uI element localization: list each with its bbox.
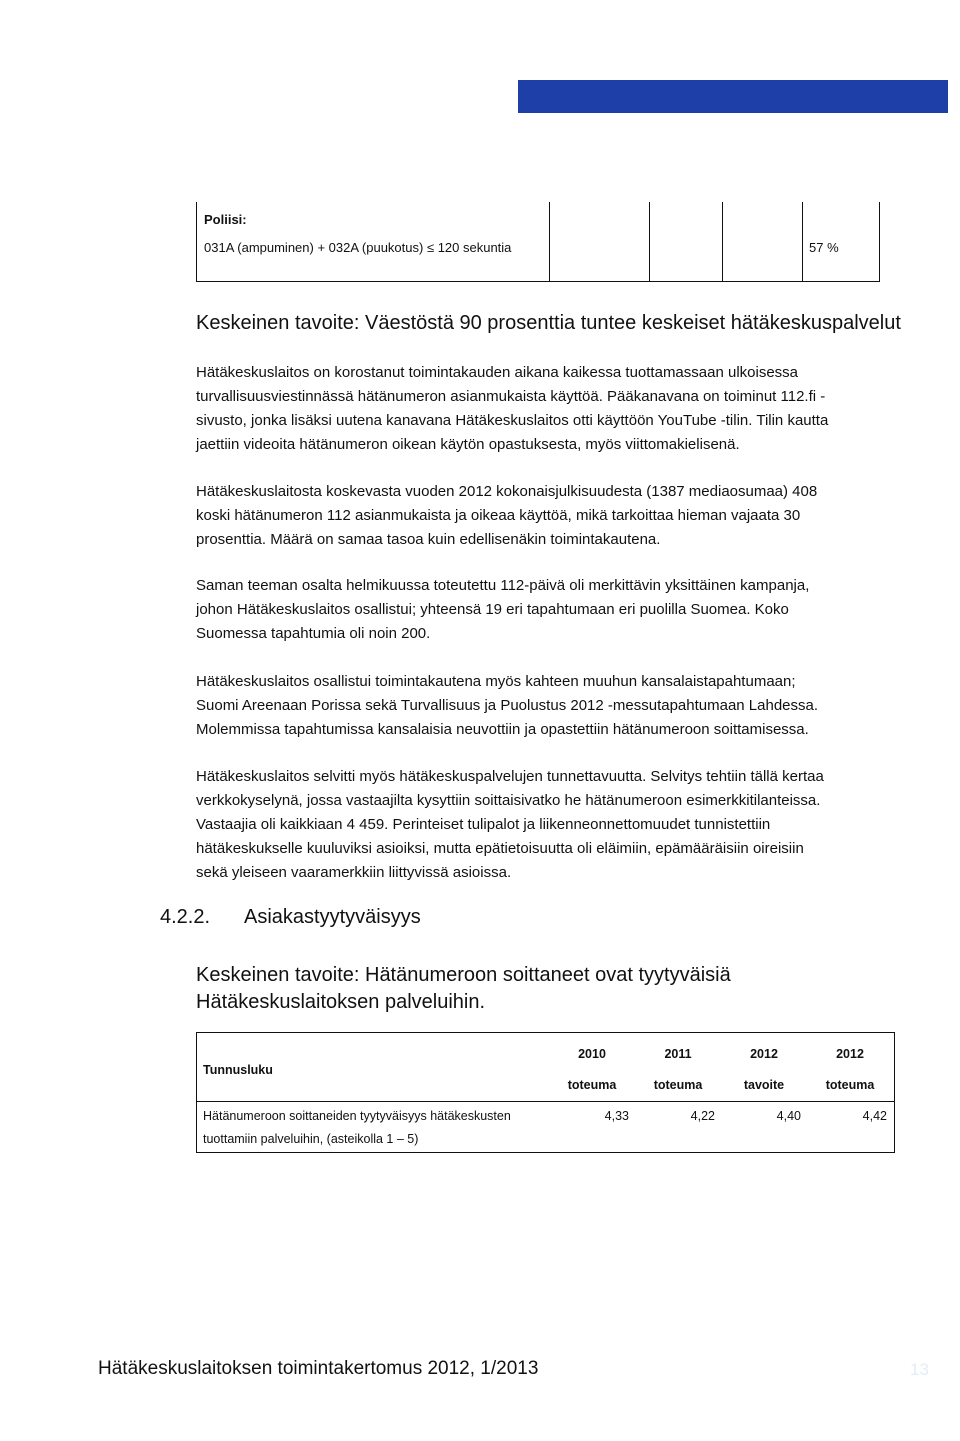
column-year: 2012 (836, 1047, 864, 1061)
row-label-line2: tuottamiin palveluihin, (asteikolla 1 – 5) (203, 1132, 419, 1146)
goal-heading-satisfaction (196, 962, 731, 1016)
table-divider (549, 202, 550, 281)
police-response-table (196, 202, 880, 282)
paragraph-line: sekä yleiseen vaaramerkkiin liittyvissä asioissa. (196, 864, 512, 881)
paragraph-line: Hätäkeskuslaitos selvitti myös hätäkeskuspalvelujen tunnettavuutta. Selvitys tehtiin tällä kertaa (196, 768, 824, 785)
column-kind: toteuma (653, 1078, 703, 1092)
paragraph-line: Hätäkeskuslaitosta koskevasta vuoden 2012 kokonaisjulkisuudesta (1387 mediaosumaa) 408 (196, 483, 818, 500)
paragraph-line: prosenttia. Määrä on samaa tasoa kuin edellisenäkin toimintakautena. (196, 531, 661, 548)
paragraph-5 (196, 765, 916, 885)
value-2011-toteuma: 4,22 (690, 1109, 715, 1123)
table-divider (802, 202, 803, 281)
value-2012-toteuma: 4,42 (862, 1109, 887, 1123)
paragraph-4 (196, 670, 916, 742)
paragraph-line: Saman teeman osalta helmikuussa toteutettu 112-päivä oli merkittävin yksittäinen kampanja, (196, 577, 810, 594)
row-label-line1: Hätänumeroon soittaneiden tyytyväisyys hätäkeskusten (203, 1109, 511, 1123)
paragraph-line: verkkokyselynä, jossa vastaajilta kysyttiin soittaisivatko he hätänumeroon esimerkkitilanteissa. (196, 792, 821, 809)
paragraph-line: turvallisuusviestinnässä hätänumeron asianmukaista käyttöä. Pääkanavana on toiminut 112.fi - (196, 388, 826, 405)
goal-line: Keskeinen tavoite: Hätänumeroon soittaneet ovat tyytyväisiä (196, 964, 731, 986)
table-header-label: Tunnusluku (203, 1063, 273, 1077)
satisfaction-metric-table (196, 1032, 895, 1153)
table-header-separator (197, 1101, 894, 1102)
paragraph-line: Hätäkeskuslaitos osallistui toimintakautena myös kahteen muuhun kansalaistapahtumaan; (196, 673, 796, 690)
page-number: 13 (910, 1360, 929, 1379)
paragraph-line: Vastaajia oli kaikkiaan 4 459. Perinteiset tulipalot ja liikenneonnettomuudet tunnistettiin (196, 816, 771, 833)
paragraph-1 (196, 361, 916, 457)
paragraph-3 (196, 574, 916, 646)
paragraph-line: Suomi Areenaan Porissa sekä Turvallisuus ja Puolustus 2012 -messutapahtumaan Lahdessa. (196, 697, 819, 714)
goal-line: Hätäkeskuslaitoksen palveluihin. (196, 991, 486, 1013)
paragraph-line: koski hätänumeron 112 asianmukaista ja oikeaa käyttöä, mikä tarkoittaa hieman vajaata 30 (196, 507, 801, 524)
column-year: 2011 (664, 1047, 692, 1061)
goal-heading-awareness: Keskeinen tavoite: Väestöstä 90 prosenttia tuntee keskeiset hätäkeskuspalvelut (196, 312, 901, 334)
column-kind: toteuma (567, 1078, 617, 1092)
section-title: Asiakastyytyväisyys (244, 906, 421, 928)
table-divider (649, 202, 650, 281)
header-color-bar (518, 80, 948, 113)
police-table-title: Poliisi: (204, 212, 247, 227)
paragraph-line: Suomessa tapahtumia oli noin 200. (196, 625, 431, 642)
police-table-row-label: 031A (ampuminen) + 032A (puukotus) ≤ 120 sekuntia (204, 240, 512, 255)
column-year: 2010 (578, 1047, 606, 1061)
police-table-value: 57 % (809, 240, 839, 255)
paragraph-line: sivusto, jonka lisäksi uutena kanavana Hätäkeskuslaitos otti käyttöön YouTube -tilin. Tilin kautta (196, 412, 829, 429)
section-number: 4.2.2. (160, 906, 211, 928)
paragraph-line: Hätäkeskuslaitos on korostanut toimintakauden aikana kaikessa tuottamassaan ulkoisessa (196, 364, 799, 381)
column-kind: toteuma (825, 1078, 875, 1092)
column-year: 2012 (750, 1047, 778, 1061)
paragraph-line: hätäkeskukselle kuuluviksi asioiksi, mutta epätietoisuutta oli eläimiin, epämääräisiin oireisiin (196, 840, 804, 857)
column-kind: tavoite (743, 1078, 785, 1092)
footer-title: Hätäkeskuslaitoksen toimintakertomus 2012, 1/2013 (98, 1358, 539, 1379)
paragraph-line: jaettiin videoita hätänumeron oikean käytön opastuksesta, myös viittomakielisenä. (196, 436, 740, 453)
value-2010-toteuma: 4,33 (604, 1109, 629, 1123)
paragraph-line: johon Hätäkeskuslaitos osallistui; yhteensä 19 eri tapahtumaan eri puolilla Suomea. Koko (196, 601, 789, 618)
paragraph-2 (196, 480, 916, 552)
table-divider (722, 202, 723, 281)
paragraph-line: Molemmissa tapahtumissa kansalaisia neuvottiin ja opastettiin hätänumeroon soittamisessa. (196, 721, 809, 738)
section-heading (160, 906, 421, 929)
value-2012-tavoite: 4,40 (776, 1109, 801, 1123)
